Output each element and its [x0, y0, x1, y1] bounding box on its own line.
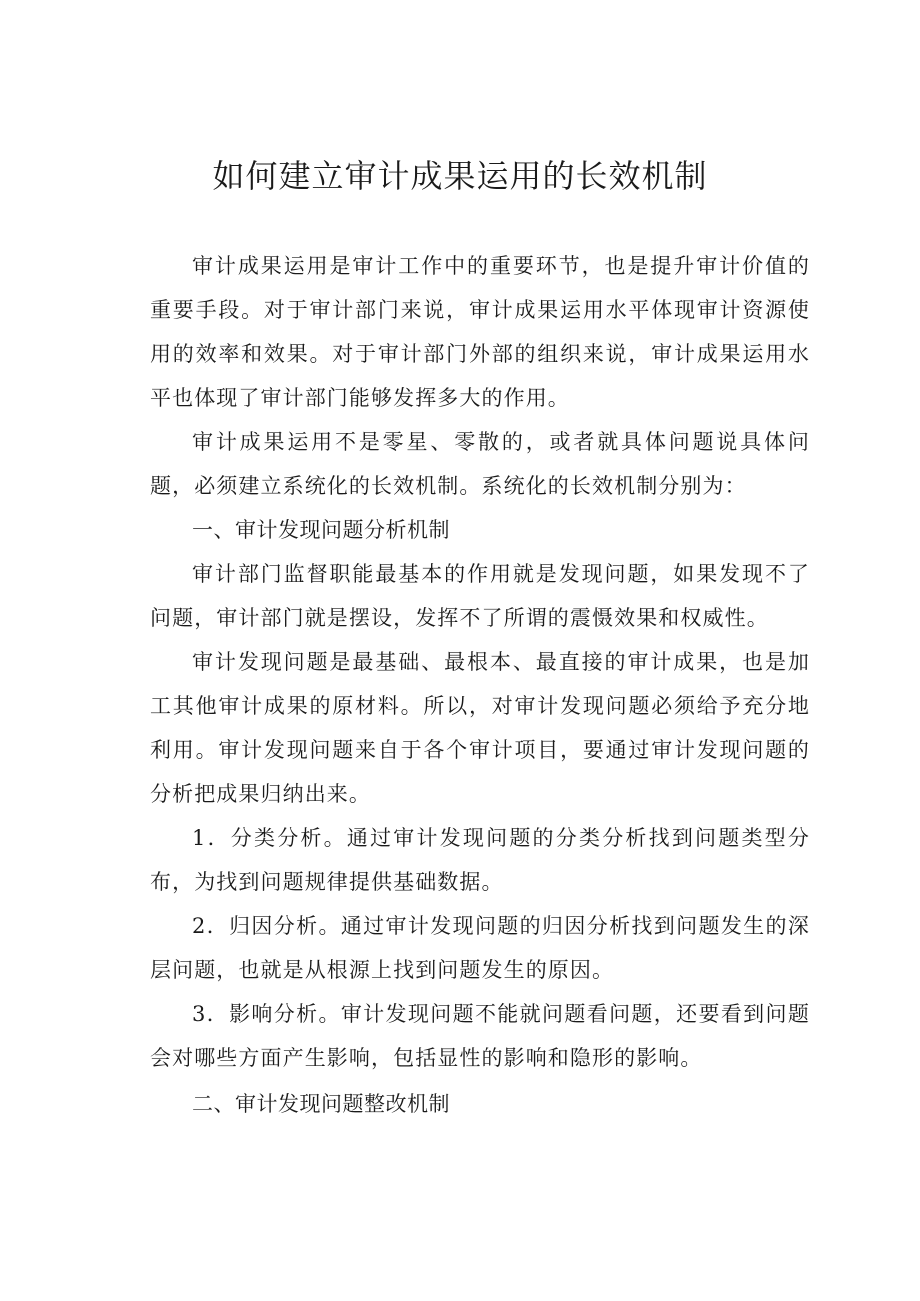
paragraph: 审计发现问题是最基础、最根本、最直接的审计成果，也是加工其他审计成果的原材料。所以，对审计发现问题必须给予充分地利用。审计发现问题来自于各个审计项目，要通过审计发现问题的分析把成果归纳出来。	[150, 650, 810, 806]
section-heading: 二、审计发现问题整改机制	[192, 1092, 450, 1116]
document-body	[150, 244, 810, 1126]
list-paragraph: 2．归因分析。通过审计发现问题的归因分析找到问题发生的深层问题，也就是从根源上找到问题发生的原因。	[150, 914, 810, 982]
list-paragraph: 1．分类分析。通过审计发现问题的分类分析找到问题类型分布，为找到问题规律提供基础数据。	[150, 826, 810, 894]
paragraph: 审计成果运用不是零星、零散的，或者就具体问题说具体问题，必须建立系统化的长效机制。系统化的长效机制分别为：	[150, 430, 810, 498]
paragraph: 审计成果运用是审计工作中的重要环节，也是提升审计价值的重要手段。对于审计部门来说，审计成果运用水平体现审计资源使用的效率和效果。对于审计部门外部的组织来说，审计成果运用水平也体现了审计部门能够发挥多大的作用。	[150, 254, 810, 410]
document-title: 如何建立审计成果运用的长效机制	[212, 157, 708, 195]
paragraph: 审计部门监督职能最基本的作用就是发现问题，如果发现不了问题，审计部门就是摆设，发挥不了所谓的震慑效果和权威性。	[150, 562, 810, 630]
section-heading: 一、审计发现问题分析机制	[192, 518, 450, 542]
list-paragraph: 3．影响分析。审计发现问题不能就问题看问题，还要看到问题会对哪些方面产生影响，包括显性的影响和隐形的影响。	[150, 1002, 810, 1070]
